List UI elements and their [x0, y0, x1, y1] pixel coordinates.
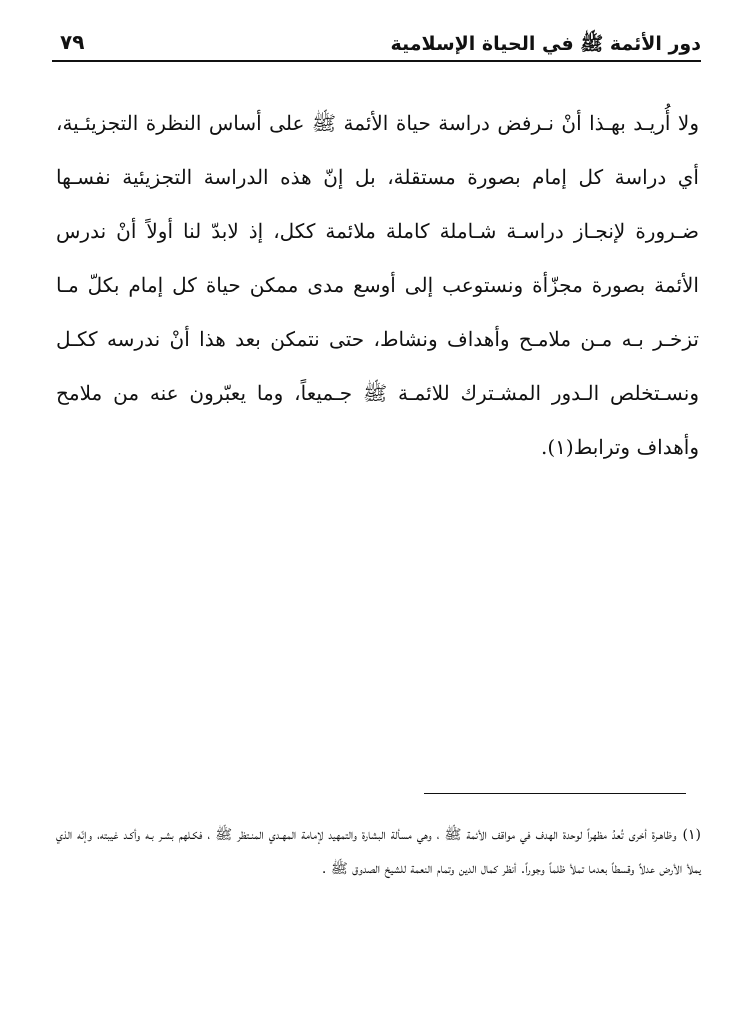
body-paragraph	[56, 96, 699, 474]
body-paragraph-text: ولا أُريـد بهـذا أنْ نـرفض دراسة حياة الأئمة ﷺ على أساس النظرة التجزيئـية، أي دراسة كل إمام بصورة مستقلة، بل إنّ هذه الدراسة التجزيئية نفسـها ضـرورة لإنجـاز دراسـة شـاملة كاملة ملائمة ككل، إذ لابدّ لنا أولاً أنْ ندرس الأئمة بصورة مجزّأة ونستوعب إلى أوسع مدى ممكن حياة كل إمام بكلّ مـا تزخـر بـه مـن ملامـح وأهداف ونشاط، حتى نتمكن بعد هذا أنْ ندرسه ككـل ونسـتخلص الـدور المشـترك للائمـة ﷺ جـميعاً، وما يعبّرون عنه من ملامح وأهداف وترابط	[56, 111, 699, 459]
footnote-separator	[424, 793, 686, 794]
running-title: دور الأئمة ﷺ في الحياة الإسلامية	[390, 33, 701, 55]
paragraph-end-punctuation: .	[540, 435, 548, 459]
header-rule	[52, 60, 701, 62]
page-header	[52, 28, 701, 62]
footnote-reference: (١)	[547, 435, 574, 459]
footnote	[56, 818, 701, 886]
footnote-text: وظاهـرة أخرى تُعدُ مظهراً لوحدة الهدف في مواقف الأئمة ﷺ ، وهي مسألة البشارة والتمهيد لإمامة المهـدي المنـتظر ﷺ ، فكـلهم بشـر بـه وأكـد غيبته، وإنّه الذي يملأ الأرض عدلاً وقسطاً بعدما تملأ ظلماً وجوراً. أنظر كمال الدين وتمام النعمة للشيخ الصدوق ﷺ .	[56, 827, 701, 877]
footnote-marker: (١)	[682, 827, 701, 843]
page-number: ٧٩	[60, 30, 85, 54]
